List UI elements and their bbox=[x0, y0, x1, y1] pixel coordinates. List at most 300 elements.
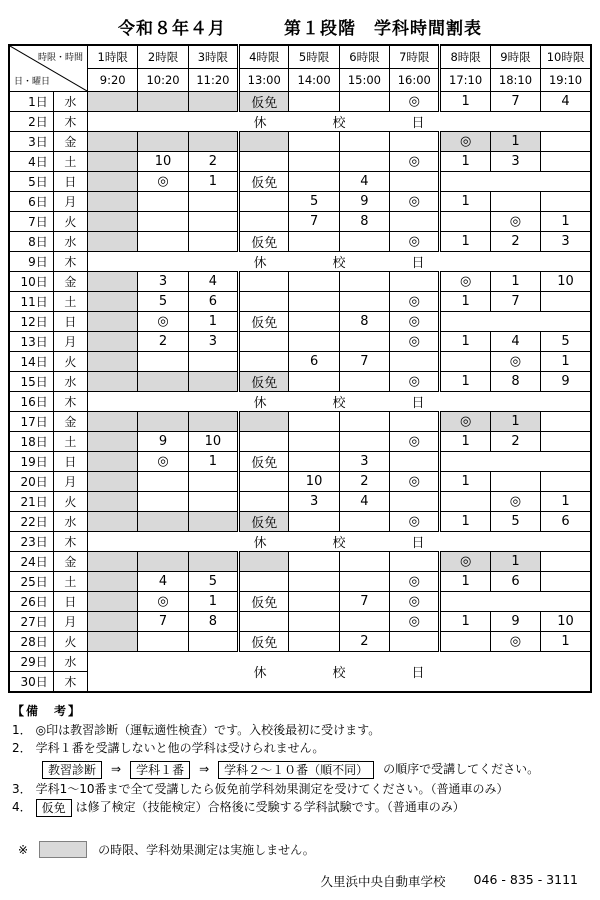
schedule-cell bbox=[339, 572, 389, 592]
schedule-cell bbox=[88, 352, 138, 372]
schedule-cell bbox=[88, 592, 138, 612]
table-row bbox=[9, 412, 591, 432]
table-row bbox=[9, 392, 591, 412]
title-month: 令和８年４月 bbox=[118, 19, 226, 39]
schedule-cell bbox=[390, 632, 440, 652]
weekday-cell: 土 bbox=[53, 432, 87, 452]
schedule-cell bbox=[289, 292, 339, 312]
schedule-cell bbox=[289, 312, 339, 332]
closed-day-char: 休 bbox=[253, 666, 267, 681]
flow-arrow-icon: ⇒ bbox=[111, 761, 122, 776]
shindan-cell: ◎ bbox=[390, 512, 440, 532]
shindan-cell: ◎ bbox=[390, 192, 440, 212]
schedule-cell bbox=[188, 212, 238, 232]
schedule-cell bbox=[88, 132, 138, 152]
day-cell: 23日 bbox=[9, 532, 53, 552]
day-cell: 12日 bbox=[9, 312, 53, 332]
schedule-cell bbox=[239, 492, 289, 512]
table-row bbox=[9, 552, 591, 572]
shindan-cell: ◎ bbox=[390, 92, 440, 112]
schedule-cell bbox=[541, 132, 591, 152]
closed-day-char: 日 bbox=[411, 256, 425, 271]
time-header: 16:00 bbox=[390, 69, 440, 92]
schedule-cell: 9 bbox=[138, 432, 188, 452]
schedule-cell bbox=[138, 192, 188, 212]
schedule-cell: 9 bbox=[541, 372, 591, 392]
closed-day-label bbox=[88, 112, 590, 131]
weekday-cell: 月 bbox=[53, 612, 87, 632]
remark-2-text: 学科１番を受講しないと他の学科は受けられません。 bbox=[35, 741, 325, 755]
period-header: 8時限 bbox=[440, 45, 490, 69]
table-row bbox=[9, 432, 591, 452]
schedule-cell bbox=[138, 632, 188, 652]
schedule-cell: 6 bbox=[289, 352, 339, 372]
period-header: 6時限 bbox=[339, 45, 389, 69]
period-header: 5時限 bbox=[289, 45, 339, 69]
weekday-cell: 火 bbox=[53, 492, 87, 512]
schedule-cell: 6 bbox=[541, 512, 591, 532]
weekday-cell: 金 bbox=[53, 272, 87, 292]
flow-box-gakka2-10: 学科２～１０番（順不同） bbox=[218, 761, 374, 779]
schedule-cell bbox=[390, 412, 440, 432]
title-stage: 第１段階 学科時間割表 bbox=[284, 19, 482, 39]
closed-day-char: 日 bbox=[411, 396, 425, 411]
period-header: 2時限 bbox=[138, 45, 188, 69]
schedule-cell: 1 bbox=[440, 612, 490, 632]
time-header: 17:10 bbox=[440, 69, 490, 92]
schedule-cell bbox=[440, 352, 490, 372]
schedule-cell: 10 bbox=[138, 152, 188, 172]
schedule-cell bbox=[339, 152, 389, 172]
schedule-cell bbox=[188, 132, 238, 152]
shindan-cell: ◎ bbox=[390, 372, 440, 392]
schedule-cell bbox=[440, 492, 490, 512]
header-row-periods bbox=[9, 45, 591, 69]
schedule-cell: 2 bbox=[339, 632, 389, 652]
schedule-cell bbox=[239, 472, 289, 492]
period-header: 1時限 bbox=[88, 45, 138, 69]
weekday-cell: 水 bbox=[53, 92, 87, 112]
schedule-cell bbox=[239, 132, 289, 152]
weekday-cell: 金 bbox=[53, 412, 87, 432]
schedule-cell bbox=[138, 92, 188, 112]
schedule-cell: 8 bbox=[339, 212, 389, 232]
schedule-cell: 7 bbox=[339, 352, 389, 372]
schedule-cell: 4 bbox=[339, 172, 389, 192]
shindan-cell: ◎ bbox=[390, 472, 440, 492]
schedule-cell bbox=[188, 352, 238, 372]
shindan-cell: ◎ bbox=[440, 272, 490, 292]
gray-shade-swatch bbox=[39, 841, 87, 858]
day-cell: 27日 bbox=[9, 612, 53, 632]
closed-day-char: 日 bbox=[411, 666, 425, 681]
schedule-cell bbox=[138, 512, 188, 532]
table-row bbox=[9, 372, 591, 392]
shindan-cell: ◎ bbox=[390, 312, 440, 332]
time-header: 18:10 bbox=[490, 69, 540, 92]
schedule-cell bbox=[188, 492, 238, 512]
schedule-cell bbox=[239, 292, 289, 312]
weekday-cell: 月 bbox=[53, 332, 87, 352]
schedule-cell bbox=[440, 592, 591, 612]
schedule-cell bbox=[188, 552, 238, 572]
schedule-cell: 1 bbox=[440, 152, 490, 172]
shindan-cell: ◎ bbox=[490, 492, 540, 512]
day-cell: 3日 bbox=[9, 132, 53, 152]
schedule-cell bbox=[289, 372, 339, 392]
schedule-cell bbox=[88, 332, 138, 352]
closed-day-char: 校 bbox=[332, 256, 346, 271]
weekday-cell: 金 bbox=[53, 552, 87, 572]
day-cell: 7日 bbox=[9, 212, 53, 232]
schedule-cell: 2 bbox=[490, 432, 540, 452]
schedule-cell: 1 bbox=[188, 592, 238, 612]
schedule-cell: 3 bbox=[541, 232, 591, 252]
schedule-cell bbox=[339, 512, 389, 532]
table-row bbox=[9, 312, 591, 332]
weekday-cell: 水 bbox=[53, 512, 87, 532]
schedule-cell: 1 bbox=[440, 292, 490, 312]
schedule-cell: 6 bbox=[188, 292, 238, 312]
day-cell: 17日 bbox=[9, 412, 53, 432]
schedule-cell: 1 bbox=[541, 492, 591, 512]
schedule-cell bbox=[88, 212, 138, 232]
day-cell: 15日 bbox=[9, 372, 53, 392]
schedule-cell bbox=[541, 552, 591, 572]
table-row bbox=[9, 352, 591, 372]
schedule-cell: 2 bbox=[339, 472, 389, 492]
schedule-cell bbox=[289, 272, 339, 292]
schedule-cell: 8 bbox=[339, 312, 389, 332]
schedule-cell bbox=[339, 432, 389, 452]
schedule-cell bbox=[289, 232, 339, 252]
schedule-cell bbox=[239, 272, 289, 292]
schedule-cell bbox=[239, 412, 289, 432]
schedule-cell bbox=[88, 312, 138, 332]
schedule-cell bbox=[138, 492, 188, 512]
schedule-cell: 3 bbox=[339, 452, 389, 472]
schedule-cell bbox=[440, 312, 591, 332]
shindan-cell: ◎ bbox=[440, 132, 490, 152]
schedule-cell: 3 bbox=[490, 152, 540, 172]
table-row bbox=[9, 472, 591, 492]
shindan-cell: ◎ bbox=[390, 572, 440, 592]
shindan-cell: ◎ bbox=[490, 352, 540, 372]
schedule-cell: 10 bbox=[541, 272, 591, 292]
timetable bbox=[8, 44, 592, 693]
table-row bbox=[9, 152, 591, 172]
period-header: 10時限 bbox=[541, 45, 591, 69]
flow-suffix: の順序で受講してください。 bbox=[383, 761, 540, 776]
table-row bbox=[9, 252, 591, 272]
closed-day-char: 休 bbox=[253, 256, 267, 271]
table-row bbox=[9, 452, 591, 472]
schedule-cell: 1 bbox=[490, 412, 540, 432]
remark-3-number: 3． bbox=[12, 781, 32, 796]
schedule-cell bbox=[339, 612, 389, 632]
schedule-cell bbox=[339, 232, 389, 252]
day-cell: 26日 bbox=[9, 592, 53, 612]
school-name: 久里浜中央自動車学校 bbox=[320, 874, 446, 889]
weekday-cell: 火 bbox=[53, 632, 87, 652]
schedule-cell: 7 bbox=[490, 292, 540, 312]
weekday-cell: 火 bbox=[53, 352, 87, 372]
closed-day-char: 休 bbox=[253, 396, 267, 411]
closed-day-cell bbox=[88, 252, 591, 272]
closed-day-label bbox=[88, 662, 590, 681]
remark-item-2 bbox=[12, 740, 600, 758]
schedule-cell bbox=[490, 472, 540, 492]
day-cell: 4日 bbox=[9, 152, 53, 172]
schedule-cell bbox=[88, 192, 138, 212]
schedule-cell bbox=[88, 572, 138, 592]
table-row bbox=[9, 272, 591, 292]
header-corner-cell bbox=[9, 45, 88, 92]
shaded-note-text: の時限、学科効果測定は実施しません。 bbox=[98, 843, 315, 857]
schedule-cell bbox=[239, 352, 289, 372]
schedule-cell: 1 bbox=[188, 452, 238, 472]
schedule-cell bbox=[440, 172, 591, 192]
table-row bbox=[9, 172, 591, 192]
closed-day-char: 校 bbox=[332, 536, 346, 551]
weekday-cell: 木 bbox=[53, 112, 87, 132]
time-header: 15:00 bbox=[339, 69, 389, 92]
schedule-cell: 4 bbox=[339, 492, 389, 512]
schedule-cell bbox=[88, 452, 138, 472]
weekday-cell: 木 bbox=[53, 672, 87, 693]
table-row bbox=[9, 492, 591, 512]
weekday-cell: 土 bbox=[53, 292, 87, 312]
schedule-cell bbox=[88, 472, 138, 492]
schedule-cell: 4 bbox=[541, 92, 591, 112]
schedule-cell bbox=[239, 552, 289, 572]
schedule-cell bbox=[490, 192, 540, 212]
closed-day-char: 校 bbox=[332, 116, 346, 131]
schedule-cell bbox=[339, 552, 389, 572]
table-row bbox=[9, 572, 591, 592]
day-cell: 8日 bbox=[9, 232, 53, 252]
schedule-cell bbox=[138, 352, 188, 372]
schedule-cell bbox=[88, 152, 138, 172]
weekday-cell: 水 bbox=[53, 372, 87, 392]
schedule-cell: 1 bbox=[440, 192, 490, 212]
schedule-cell bbox=[390, 132, 440, 152]
schedule-cell bbox=[138, 552, 188, 572]
schedule-cell bbox=[339, 412, 389, 432]
schedule-cell: 10 bbox=[188, 432, 238, 452]
schedule-cell bbox=[88, 372, 138, 392]
schedule-cell bbox=[138, 472, 188, 492]
schedule-cell bbox=[339, 92, 389, 112]
karimen-cell: 仮免 bbox=[239, 452, 289, 472]
schedule-cell: 4 bbox=[188, 272, 238, 292]
day-cell: 19日 bbox=[9, 452, 53, 472]
schedule-cell bbox=[88, 512, 138, 532]
weekday-cell: 日 bbox=[53, 592, 87, 612]
table-row bbox=[9, 212, 591, 232]
schedule-cell bbox=[88, 292, 138, 312]
schedule-cell bbox=[239, 152, 289, 172]
table-row bbox=[9, 292, 591, 312]
schedule-cell bbox=[289, 632, 339, 652]
time-header: 9:20 bbox=[88, 69, 138, 92]
schedule-cell bbox=[289, 172, 339, 192]
weekday-cell: 火 bbox=[53, 212, 87, 232]
schedule-cell bbox=[88, 632, 138, 652]
schedule-cell: 1 bbox=[541, 212, 591, 232]
schedule-cell: 1 bbox=[440, 512, 490, 532]
weekday-cell: 日 bbox=[53, 452, 87, 472]
shindan-cell: ◎ bbox=[440, 552, 490, 572]
closed-day-char: 校 bbox=[332, 396, 346, 411]
closed-day-label bbox=[88, 392, 590, 411]
period-header: 7時限 bbox=[390, 45, 440, 69]
schedule-cell: 4 bbox=[490, 332, 540, 352]
weekday-cell: 木 bbox=[53, 252, 87, 272]
schedule-cell bbox=[188, 412, 238, 432]
karimen-cell: 仮免 bbox=[239, 312, 289, 332]
shindan-cell: ◎ bbox=[138, 452, 188, 472]
karimen-cell: 仮免 bbox=[239, 632, 289, 652]
schedule-cell bbox=[339, 272, 389, 292]
remark-3-text: 学科1～10番まで全て受講したら仮免前学科効果測定を受けてください。（普通車のみ） bbox=[35, 781, 509, 796]
schedule-cell bbox=[339, 292, 389, 312]
weekday-cell: 日 bbox=[53, 312, 87, 332]
schedule-cell bbox=[188, 632, 238, 652]
remark-1-number: 1． bbox=[12, 722, 32, 737]
closed-day-cell bbox=[88, 532, 591, 552]
flow-box-shindan: 教習診断 bbox=[42, 761, 102, 779]
weekday-cell: 金 bbox=[53, 132, 87, 152]
schedule-cell bbox=[138, 132, 188, 152]
schedule-cell bbox=[339, 372, 389, 392]
schedule-cell bbox=[239, 432, 289, 452]
table-row bbox=[9, 652, 591, 672]
schedule-cell: 3 bbox=[138, 272, 188, 292]
day-cell: 18日 bbox=[9, 432, 53, 452]
day-cell: 29日 bbox=[9, 652, 53, 672]
schedule-cell bbox=[239, 192, 289, 212]
closed-day-cell bbox=[88, 112, 591, 132]
schedule-cell: 2 bbox=[188, 152, 238, 172]
flow-box-gakka1: 学科１番 bbox=[130, 761, 190, 779]
schedule-cell bbox=[339, 132, 389, 152]
schedule-cell: 9 bbox=[339, 192, 389, 212]
day-cell: 9日 bbox=[9, 252, 53, 272]
shindan-cell: ◎ bbox=[440, 412, 490, 432]
schedule-cell: 2 bbox=[138, 332, 188, 352]
footer-contact bbox=[0, 872, 578, 890]
schedule-cell: 1 bbox=[440, 472, 490, 492]
table-row bbox=[9, 612, 591, 632]
schedule-cell bbox=[138, 372, 188, 392]
schedule-cell bbox=[541, 572, 591, 592]
schedule-cell bbox=[390, 172, 440, 192]
karimen-cell: 仮免 bbox=[239, 92, 289, 112]
header-row-times bbox=[9, 69, 591, 92]
shindan-cell: ◎ bbox=[390, 292, 440, 312]
weekday-cell: 日 bbox=[53, 172, 87, 192]
day-cell: 6日 bbox=[9, 192, 53, 212]
closed-day-label bbox=[88, 532, 590, 551]
schedule-cell bbox=[88, 232, 138, 252]
schedule-cell bbox=[239, 572, 289, 592]
schedule-cell bbox=[289, 92, 339, 112]
flow-arrow-icon: ⇒ bbox=[199, 761, 210, 776]
schedule-cell bbox=[289, 132, 339, 152]
schedule-cell: 5 bbox=[188, 572, 238, 592]
table-row bbox=[9, 332, 591, 352]
schedule-cell bbox=[289, 412, 339, 432]
day-cell: 11日 bbox=[9, 292, 53, 312]
schedule-cell: 1 bbox=[440, 332, 490, 352]
time-header: 14:00 bbox=[289, 69, 339, 92]
schedule-cell bbox=[541, 412, 591, 432]
schedule-cell bbox=[188, 232, 238, 252]
shindan-cell: ◎ bbox=[390, 432, 440, 452]
page-title bbox=[0, 0, 600, 39]
schedule-cell bbox=[88, 612, 138, 632]
table-row bbox=[9, 512, 591, 532]
day-cell: 20日 bbox=[9, 472, 53, 492]
table-row bbox=[9, 132, 591, 152]
time-header: 11:20 bbox=[188, 69, 238, 92]
remark-1-text: ◎印は教習診断（運転適性検査）です。入校後最初に受けます。 bbox=[35, 722, 381, 737]
period-header: 3時限 bbox=[188, 45, 238, 69]
schedule-cell bbox=[390, 452, 440, 472]
closed-day-char: 日 bbox=[411, 536, 425, 551]
shindan-cell: ◎ bbox=[390, 232, 440, 252]
schedule-cell bbox=[440, 632, 490, 652]
day-cell: 14日 bbox=[9, 352, 53, 372]
time-header: 13:00 bbox=[239, 69, 289, 92]
shindan-cell: ◎ bbox=[390, 592, 440, 612]
day-cell: 2日 bbox=[9, 112, 53, 132]
schedule-cell: 8 bbox=[490, 372, 540, 392]
schedule-cell bbox=[289, 332, 339, 352]
shindan-cell: ◎ bbox=[138, 172, 188, 192]
shindan-cell: ◎ bbox=[390, 332, 440, 352]
schedule-cell: 8 bbox=[188, 612, 238, 632]
schedule-cell bbox=[289, 512, 339, 532]
schedule-cell bbox=[289, 432, 339, 452]
closed-day-char: 休 bbox=[253, 536, 267, 551]
day-cell: 5日 bbox=[9, 172, 53, 192]
schedule-cell: 5 bbox=[490, 512, 540, 532]
schedule-cell bbox=[339, 332, 389, 352]
schedule-cell bbox=[88, 412, 138, 432]
schedule-cell: 7 bbox=[138, 612, 188, 632]
day-cell: 16日 bbox=[9, 392, 53, 412]
table-row bbox=[9, 92, 591, 112]
schedule-cell bbox=[390, 492, 440, 512]
schedule-cell bbox=[289, 452, 339, 472]
schedule-cell bbox=[541, 152, 591, 172]
closed-day-char: 日 bbox=[411, 116, 425, 131]
remark-item-3 bbox=[12, 781, 600, 799]
schedule-cell: 7 bbox=[339, 592, 389, 612]
weekday-cell: 月 bbox=[53, 472, 87, 492]
schedule-cell: 1 bbox=[490, 132, 540, 152]
schedule-cell bbox=[88, 432, 138, 452]
time-header: 19:10 bbox=[541, 69, 591, 92]
day-cell: 21日 bbox=[9, 492, 53, 512]
schedule-cell bbox=[88, 172, 138, 192]
corner-label-days: 日・曜日 bbox=[14, 77, 51, 87]
day-cell: 1日 bbox=[9, 92, 53, 112]
shindan-cell: ◎ bbox=[138, 312, 188, 332]
schedule-cell: 1 bbox=[440, 572, 490, 592]
